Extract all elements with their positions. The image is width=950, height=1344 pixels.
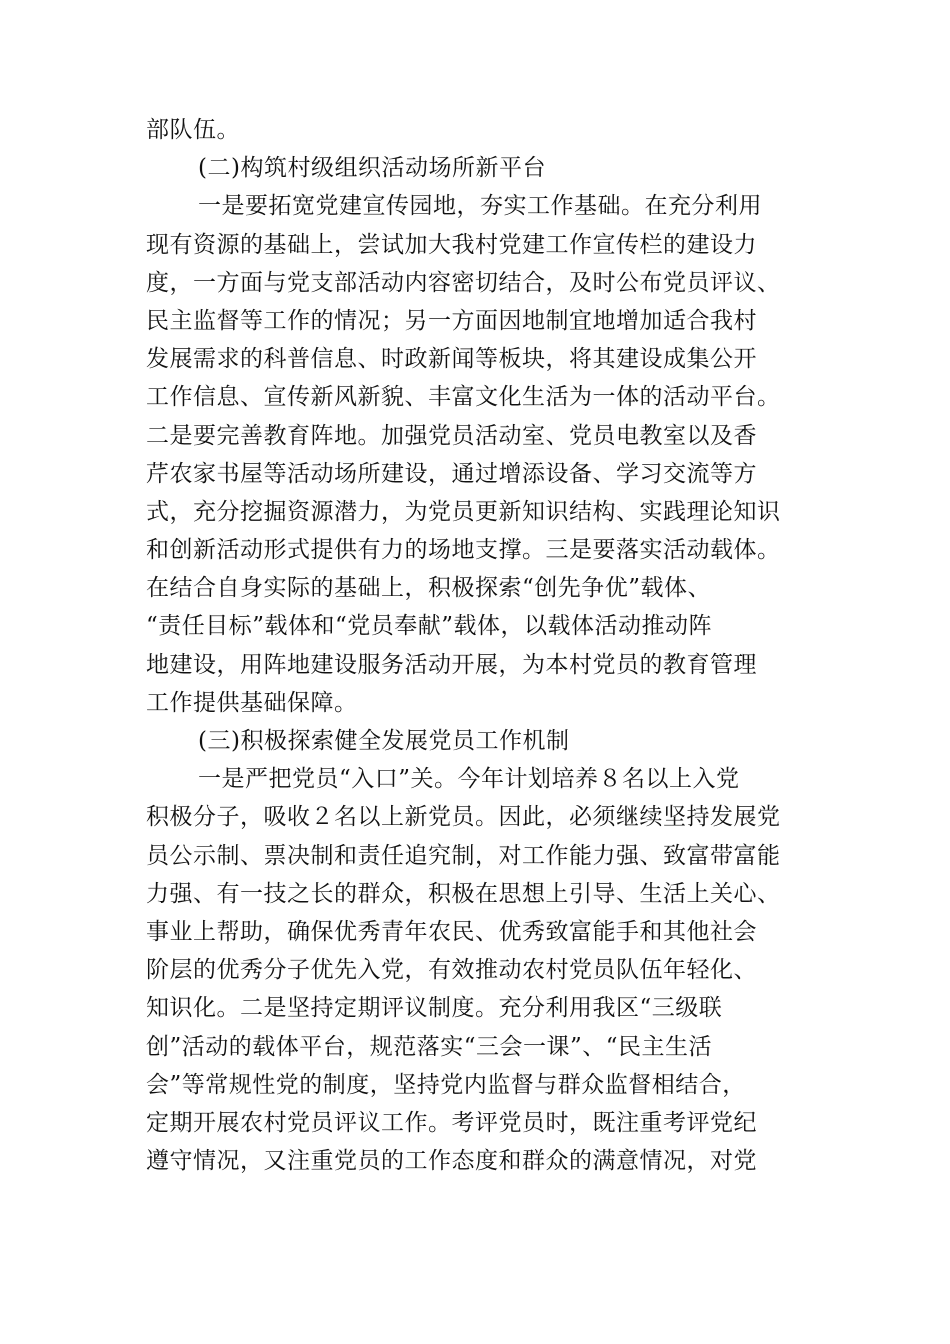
text-line: 式，充分挖掘资源潜力，为党员更新知识结构、实践理论知识 (146, 498, 781, 525)
text-line: 员公示制、票决制和责任追究制，对工作能力强、致富带富能 (146, 842, 781, 869)
body-text (146, 111, 811, 1180)
text-line: 现有资源的基础上，尝试加大我村党建工作宣传栏的建设力 (146, 231, 757, 258)
text-line: 二是要完善教育阵地。加强党员活动室、党员电教室以及香 (146, 422, 757, 449)
text-line: 在结合自身实际的基础上，积极探索“创先争优”载体、 (146, 575, 712, 602)
text-line: 遵守情况，又注重党员的工作态度和群众的满意情况，对党 (146, 1148, 757, 1175)
text-line: 民主监督等工作的情况；另一方面因地制宜地增加适合我村 (146, 307, 757, 334)
text-line: 一是严把党员“入口”关。今年计划培养８名以上入党 (198, 766, 740, 793)
text-line: 工作提供基础保障。 (146, 689, 358, 716)
text-line: 力强、有一技之长的群众，积极在思想上引导、生活上关心、 (146, 880, 781, 907)
text-line: 一是要拓宽党建宣传园地，夯实工作基础。在充分利用 (198, 193, 762, 220)
text-line: 积极分子，吸收２名以上新党员。因此，必须继续坚持发展党 (146, 804, 781, 831)
text-line: 部队伍。 (146, 117, 240, 143)
text-line: 地建设，用阵地建设服务活动开展，为本村党员的教育管理 (146, 651, 757, 678)
text-line: “责任目标”载体和“党员奉献”载体，以载体活动推动阵 (146, 613, 713, 640)
text-line: 芹农家书屋等活动场所建设，通过增添设备、学习交流等方 (146, 460, 757, 487)
text-line: 事业上帮助，确保优秀青年农民、优秀致富能手和其他社会 (146, 918, 757, 945)
text-line: 知识化。二是坚持定期评议制度。充分利用我区“三级联 (146, 995, 723, 1022)
text-line: 和创新活动形式提供有力的场地支撑。三是要落实活动载体。 (146, 537, 781, 564)
text-line: 创”活动的载体平台，规范落实“三会一课”、“民主生活 (146, 1033, 713, 1060)
text-line: 度，一方面与党支部活动内容密切结合，及时公布党员评议、 (146, 269, 781, 296)
text-line: 工作信息、宣传新风新貌、丰富文化生活为一体的活动平台。 (146, 384, 781, 411)
section-heading-2: (二)构筑村级组织活动场所新平台 (198, 155, 546, 182)
text-line: 会”等常规性党的制度，坚持党内监督与群众监督相结合， (146, 1071, 746, 1098)
section-heading-3: (三)积极探索健全发展党员工作机制 (198, 728, 570, 754)
text-line: 定期开展农村党员评议工作。考评党员时，既注重考评党纪 (146, 1109, 757, 1136)
text-line: 发展需求的科普信息、时政新闻等板块，将其建设成集公开 (146, 346, 757, 373)
text-line: 阶层的优秀分子优先入党，有效推动农村党员队伍年轻化、 (146, 957, 757, 984)
